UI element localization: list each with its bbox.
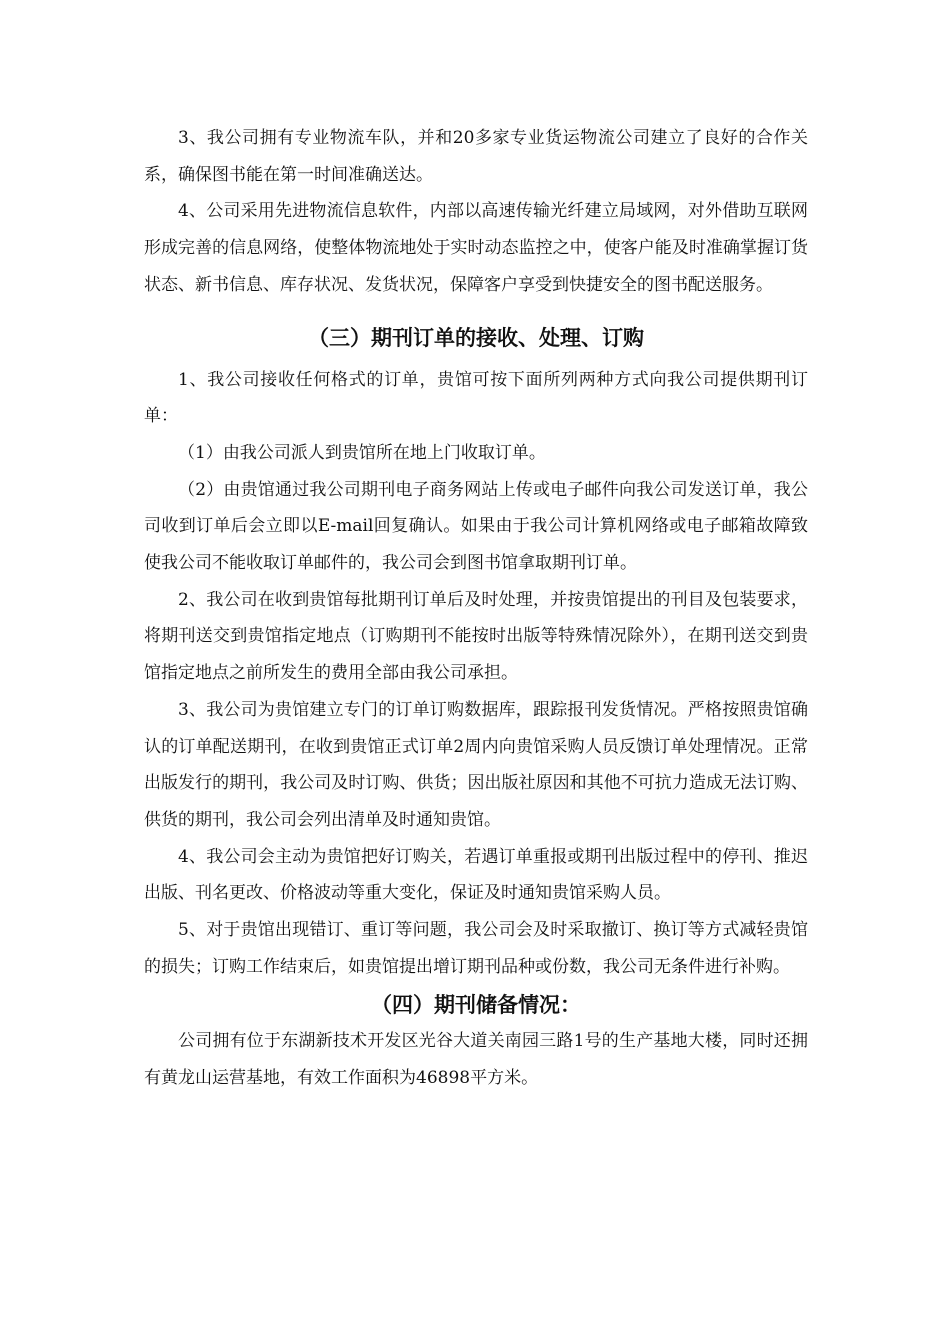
logistics-item-3: 3、我公司拥有专业物流车队，并和20多家专业货运物流公司建立了良好的合作关系，确保图书能在第一时间准确送达。 [144, 128, 808, 185]
order-item-1: 1、我公司接收任何格式的订单，贵馆可按下面所列两种方式向我公司提供期刊订单： [144, 369, 808, 427]
order-item-2: 2、我公司在收到贵馆每批期刊订单后及时处理，并按贵馆提出的刊目及包装要求，将期刊送交到贵馆指定地点（订购期刊不能按时出版等特殊情况除外），在期刊送交到贵馆指定地点之前所发生的费用全部由我公司承担。 [144, 589, 808, 684]
logistics-item-4: 4、公司采用先进物流信息软件，内部以高速传输光纤建立局域网，对外借助互联网形成完善的信息网络，使整体物流地处于实时动态监控之中，使客户能及时准确掌握订货状态、新书信息、库存状况、发货状况，保障客户享受到快捷安全的图书配送服务。 [144, 201, 808, 295]
order-item-1-sub-1: （1）由我公司派人到贵馆所在地上门收取订单。 [178, 442, 546, 463]
storage-paragraph: 公司拥有位于东湖新技术开发区光谷大道关南园三路1号的生产基地大楼，同时还拥有黄龙山运营基地，有效工作面积为46898平方米。 [144, 1031, 808, 1089]
order-item-3: 3、我公司为贵馆建立专门的订单订购数据库，跟踪报刊发货情况。严格按照贵馆确认的订单配送期刊，在收到贵馆正式订单2周内向贵馆采购人员反馈订单处理情况。正常出版发行的期刊，我公司及时订购、供货；因出版社原因和其他不可抗力造成无法订购、供货的期刊，我公司会列出清单及时通知贵馆。 [144, 699, 808, 830]
section-4-heading: （四）期刊储备情况： [371, 993, 581, 1018]
order-item-5: 5、对于贵馆出现错订、重订等问题，我公司会及时采取撤订、换订等方式减轻贵馆的损失；订购工作结束后，如贵馆提出增订期刊品种或份数，我公司无条件进行补购。 [144, 920, 808, 977]
order-item-4: 4、我公司会主动为贵馆把好订购关，若遇订单重报或期刊出版过程中的停刊、推迟出版、刊名更改、价格波动等重大变化，保证及时通知贵馆采购人员。 [144, 846, 808, 904]
order-item-1-sub-2: （2）由贵馆通过我公司期刊电子商务网站上传或电子邮件向我公司发送订单，我公司收到订单后会立即以E-mail回复确认。如果由于我公司计算机网络或电子邮箱故障致使我公司不能收取订单邮件的，我公司会到图书馆拿取期刊订单。 [144, 479, 808, 574]
page-content [144, 120, 808, 1097]
section-3-heading: （三）期刊订单的接收、处理、订购 [308, 325, 644, 350]
